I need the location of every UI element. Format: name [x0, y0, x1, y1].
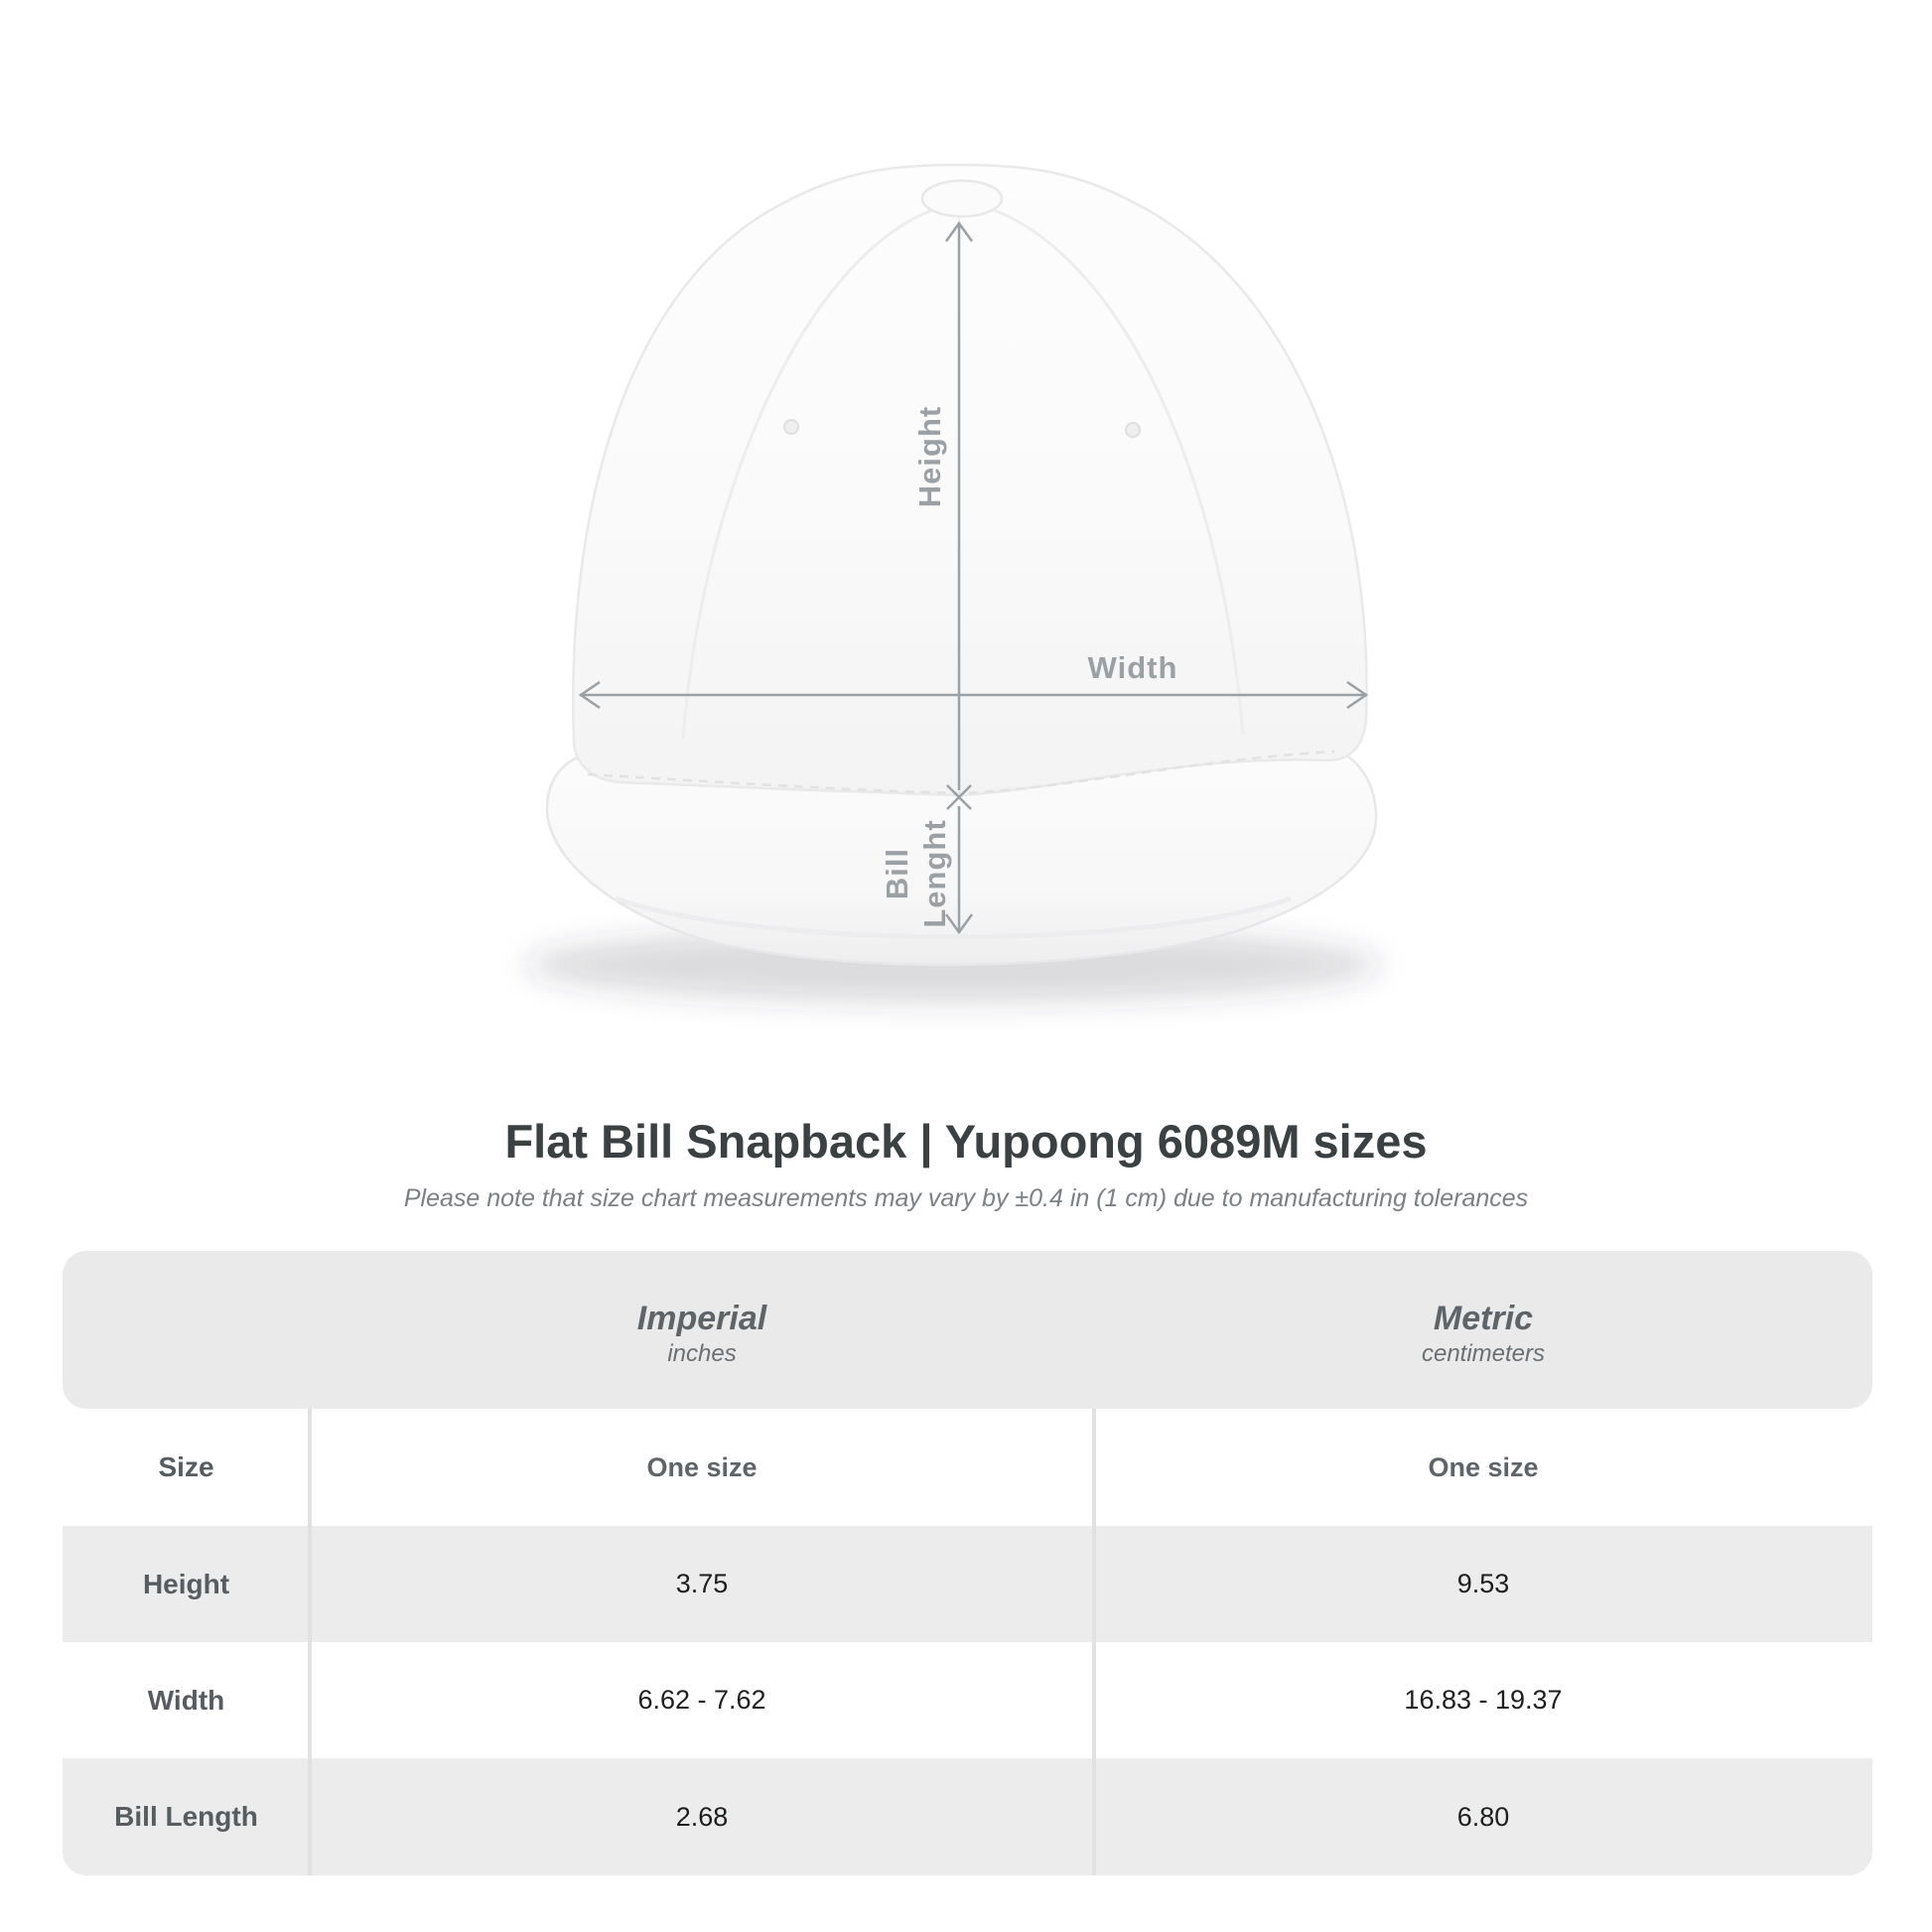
table-row-size — [63, 1409, 1872, 1526]
row-label: Height — [142, 1568, 230, 1599]
tolerance-note: Please note that size chart measurements may vary by ±0.4 in (1 cm) due to manufacturing tolerances — [403, 1184, 1529, 1212]
bill-length-label-line1: Bill — [880, 847, 914, 900]
column-divider — [308, 1409, 312, 1875]
bill-length-label-line2: Lenght — [917, 819, 952, 928]
imperial-value: 2.68 — [675, 1801, 729, 1832]
imperial-value: 3.75 — [675, 1569, 729, 1598]
page-title: Flat Bill Snapback | Yupoong 6089M sizes — [504, 1115, 1428, 1168]
row-label: Width — [147, 1684, 225, 1716]
row-label: Bill Length — [114, 1801, 258, 1832]
table-row-height — [63, 1526, 1872, 1642]
row-label: Size — [158, 1451, 214, 1482]
hat-eyelet-left — [784, 420, 798, 434]
column-divider — [1092, 1409, 1096, 1875]
metric-value: 6.80 — [1456, 1801, 1510, 1832]
imperial-unit: inches — [667, 1340, 737, 1368]
heading-block — [0, 1114, 1932, 1213]
imperial-value: 6.62 - 7.62 — [637, 1685, 766, 1715]
hat-eyelet-right — [1126, 423, 1140, 437]
table-row-width — [63, 1642, 1872, 1758]
header-imperial — [310, 1290, 1094, 1369]
table-row-bill-length — [63, 1758, 1872, 1875]
hat-crown — [573, 165, 1366, 795]
imperial-title: Imperial — [636, 1300, 767, 1338]
width-label: Width — [1087, 650, 1178, 685]
header-metric — [1094, 1290, 1872, 1369]
metric-unit: centimeters — [1421, 1340, 1546, 1368]
metric-value: 16.83 - 19.37 — [1404, 1685, 1563, 1715]
size-table — [63, 1251, 1872, 1875]
metric-value: One size — [1428, 1451, 1539, 1482]
imperial-value: One size — [646, 1451, 758, 1482]
metric-value: 9.53 — [1456, 1569, 1510, 1598]
hat-button — [922, 181, 1002, 216]
table-body — [63, 1409, 1872, 1875]
table-header — [63, 1251, 1872, 1409]
header-spacer — [63, 1325, 310, 1335]
height-label: Height — [912, 405, 947, 508]
metric-title: Metric — [1433, 1300, 1534, 1338]
